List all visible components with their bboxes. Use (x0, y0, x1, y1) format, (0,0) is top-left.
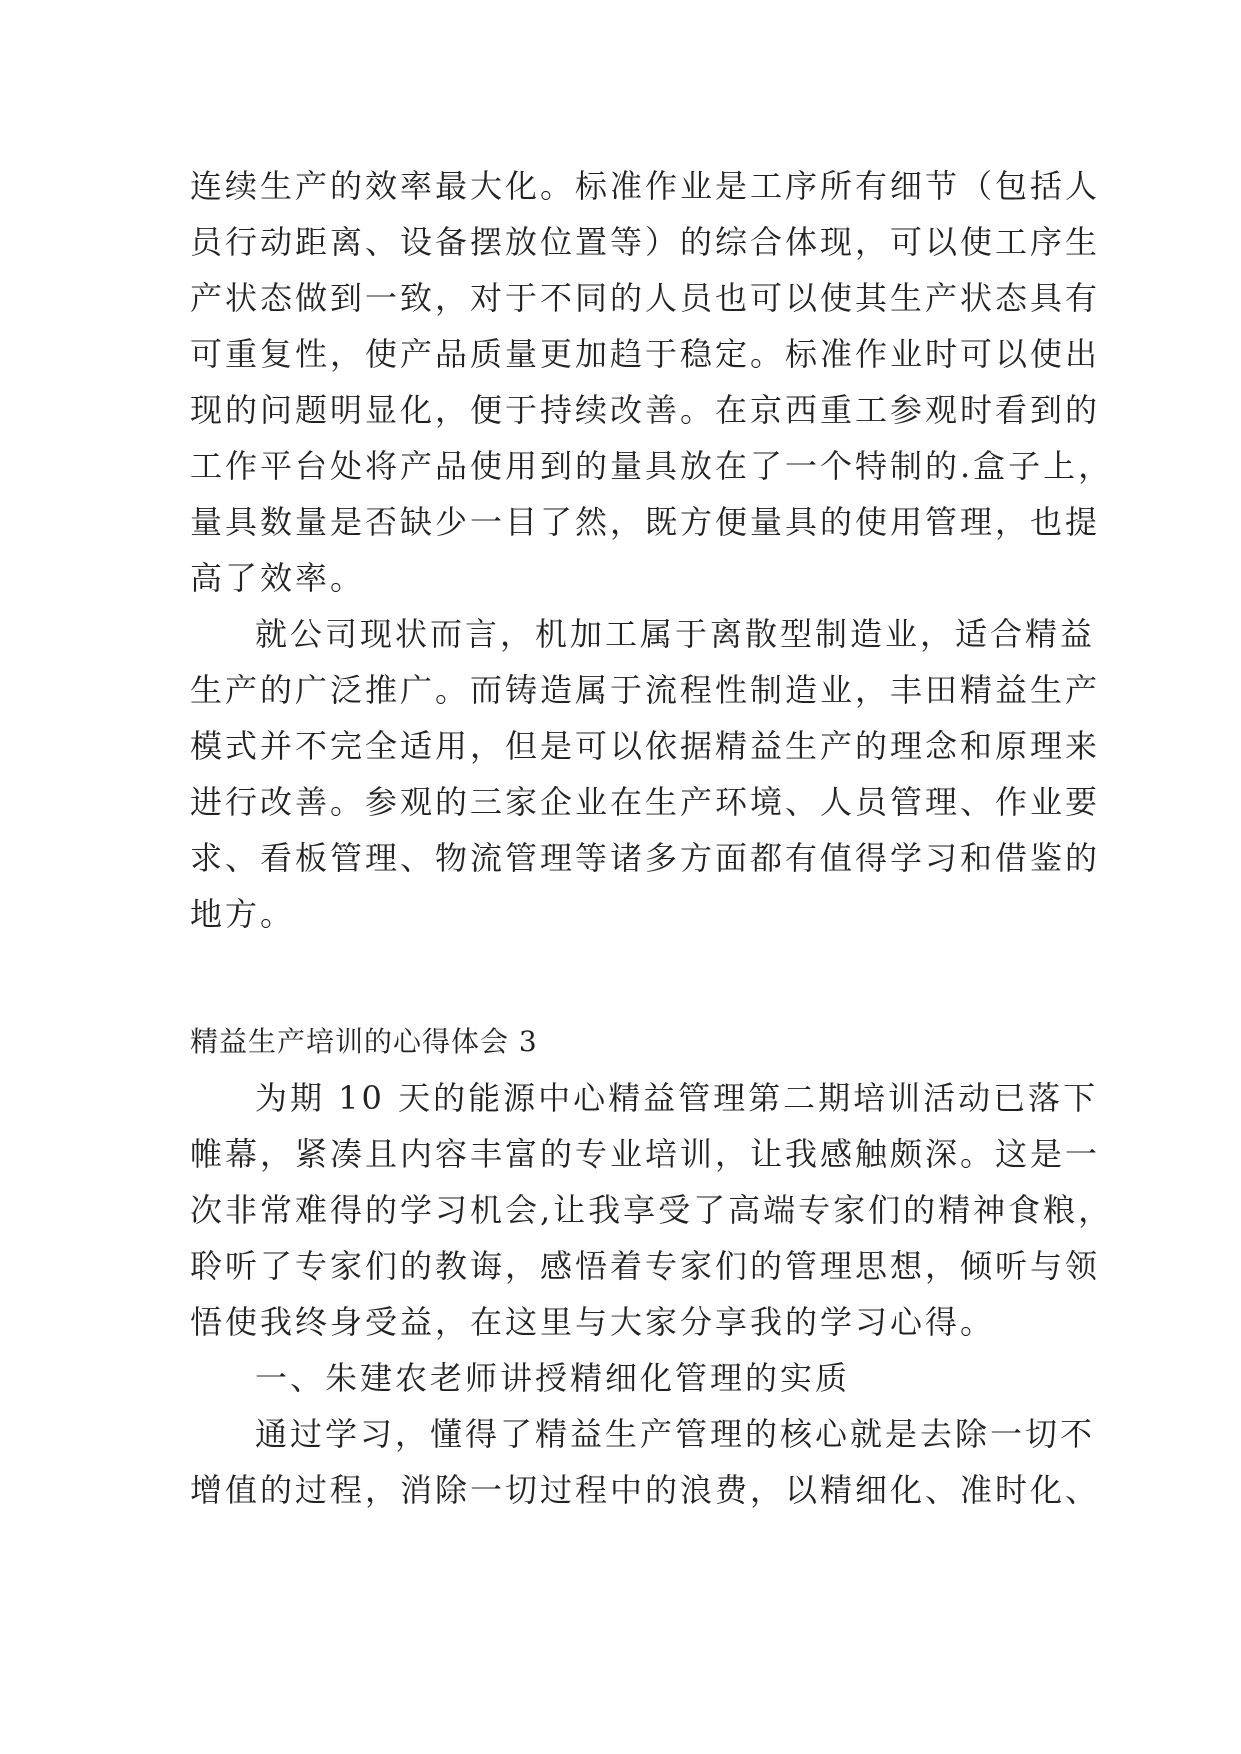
text-line: 可重复性，使产品质量更加趋于稳定。标准作业时可以使出 (190, 335, 1101, 373)
text-line: 通过学习，懂得了精益生产管理的核心就是去除一切不 (255, 1415, 1096, 1453)
section-title: 精益生产培训的心得体会 3 (190, 1025, 538, 1058)
text-line: 生产的广泛推广。而铸造属于流程性制造业，丰田精益生产 (190, 671, 1101, 709)
text-line: 悟使我终身受益，在这里与大家分享我的学习心得。 (190, 1303, 996, 1341)
text-line: 工作平台处将产品使用到的量具放在了一个特制的.盒子上， (190, 447, 1114, 485)
text-line: 模式并不完全适用，但是可以依据精益生产的理念和原理来 (190, 727, 1101, 765)
text-line: 增值的过程，消除一切过程中的浪费，以精细化、准时化、 (190, 1471, 1101, 1509)
subheading: 一、朱建农老师讲授精细化管理的实质 (255, 1359, 851, 1397)
text-line: 产状态做到一致，对于不同的人员也可以使其生产状态具有 (190, 279, 1101, 317)
text-line: 连续生产的效率最大化。标准作业是工序所有细节（包括人 (190, 167, 1101, 205)
text-line: 高了效率。 (190, 559, 366, 597)
text-line: 次非常难得的学习机会,让我享受了高端专家们的精神食粮， (190, 1191, 1114, 1229)
text-line: 求、看板管理、物流管理等诸多方面都有值得学习和借鉴的 (190, 839, 1101, 877)
text-line: 员行动距离、设备摆放位置等）的综合体现，可以使工序生 (190, 223, 1101, 261)
text-line: 现的问题明显化，便于持续改善。在京西重工参观时看到的 (190, 391, 1101, 429)
text-line: 聆听了专家们的教诲，感悟着专家们的管理思想，倾听与领 (190, 1247, 1101, 1285)
text-line: 就公司现状而言，机加工属于离散型制造业，适合精益 (255, 615, 1096, 653)
text-line: 地方。 (190, 895, 296, 933)
text-line: 帷幕，紧凑且内容丰富的专业培训，让我感触颇深。这是一 (190, 1135, 1101, 1173)
text-line: 进行改善。参观的三家企业在生产环境、人员管理、作业要 (190, 783, 1101, 821)
text-line: 量具数量是否缺少一目了然，既方便量具的使用管理，也提 (190, 503, 1101, 541)
text-line: 为期 10 天的能源中心精益管理第二期培训活动已落下 (255, 1079, 1099, 1117)
